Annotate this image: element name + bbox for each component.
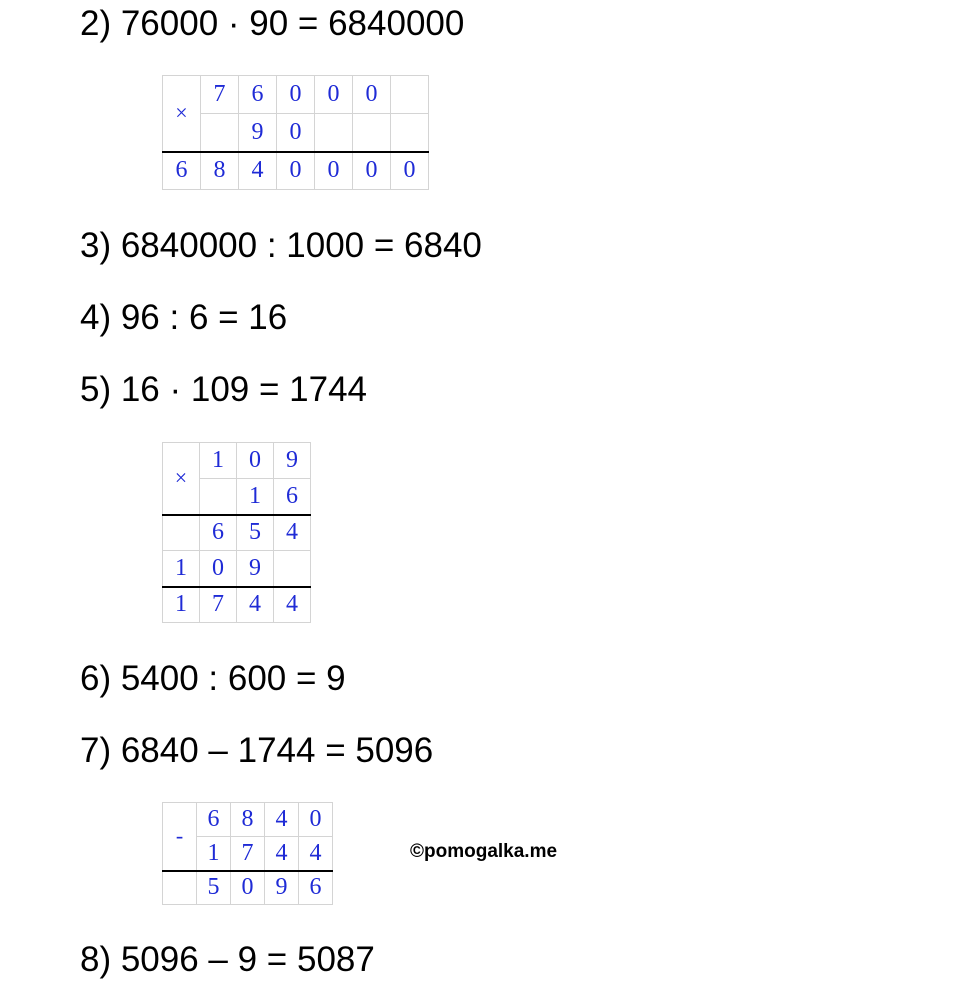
digit-cell: 6 (197, 803, 231, 837)
digit-cell: 0 (200, 551, 237, 587)
digit-cell: 4 (274, 515, 311, 551)
digit-cell: 0 (353, 152, 391, 190)
equation-2: 2) 76000 · 90 = 6840000 (80, 4, 465, 43)
digit-cell: 9 (274, 443, 311, 479)
digit-cell: 8 (231, 803, 265, 837)
equation-3: 3) 6840000 : 1000 = 6840 (80, 226, 482, 265)
digit-cell: 1 (237, 479, 274, 515)
digit-cell: 6 (163, 152, 201, 190)
digit-cell: 5 (197, 871, 231, 905)
digit-cell: 0 (299, 803, 333, 837)
digit-cell: 4 (237, 587, 274, 623)
digit-cell: 7 (231, 837, 265, 871)
digit-cell: 0 (237, 443, 274, 479)
digit-cell: 0 (277, 76, 315, 114)
digit-cell: 0 (231, 871, 265, 905)
equation-4: 4) 96 : 6 = 16 (80, 298, 288, 337)
equation-5: 5) 16 · 109 = 1744 (80, 370, 368, 409)
multiply-sign: × (163, 76, 201, 152)
digit-cell (315, 114, 353, 152)
digit-cell: 6 (200, 515, 237, 551)
digit-cell: 1 (197, 837, 231, 871)
digit-cell (353, 114, 391, 152)
digit-cell (163, 515, 200, 551)
watermark: ©pomogalka.me (410, 841, 558, 862)
digit-cell: 5 (237, 515, 274, 551)
digit-cell: 0 (277, 152, 315, 190)
digit-cell (163, 871, 197, 905)
digit-cell: 9 (265, 871, 299, 905)
equation-8: 8) 5096 – 9 = 5087 (80, 940, 375, 979)
digit-cell: 9 (237, 551, 274, 587)
digit-cell: 6 (274, 479, 311, 515)
digit-cell: 0 (315, 76, 353, 114)
digit-cell: 4 (265, 837, 299, 871)
digit-cell: 1 (163, 551, 200, 587)
digit-cell: 8 (201, 152, 239, 190)
multiplication-table-76000-by-90 (162, 75, 429, 190)
digit-cell (201, 114, 239, 152)
digit-cell: 6 (299, 871, 333, 905)
digit-cell: 4 (265, 803, 299, 837)
digit-cell: 9 (239, 114, 277, 152)
digit-cell (391, 114, 429, 152)
subtraction-table-6840-minus-1744 (162, 802, 333, 905)
digit-cell: 4 (274, 587, 311, 623)
digit-cell: 0 (391, 152, 429, 190)
digit-cell: 1 (163, 587, 200, 623)
digit-cell: 1 (200, 443, 237, 479)
digit-cell: 4 (239, 152, 277, 190)
digit-cell: 6 (239, 76, 277, 114)
digit-cell: 0 (315, 152, 353, 190)
multiply-sign: × (163, 443, 200, 515)
multiplication-table-109-by-16 (162, 442, 311, 623)
minus-sign: - (163, 803, 197, 871)
digit-cell: 7 (201, 76, 239, 114)
digit-cell (274, 551, 311, 587)
digit-cell (391, 76, 429, 114)
equation-6: 6) 5400 : 600 = 9 (80, 659, 346, 698)
digit-cell: 4 (299, 837, 333, 871)
digit-cell: 0 (353, 76, 391, 114)
digit-cell: 0 (277, 114, 315, 152)
equation-7: 7) 6840 – 1744 = 5096 (80, 731, 434, 770)
digit-cell (200, 479, 237, 515)
digit-cell: 7 (200, 587, 237, 623)
